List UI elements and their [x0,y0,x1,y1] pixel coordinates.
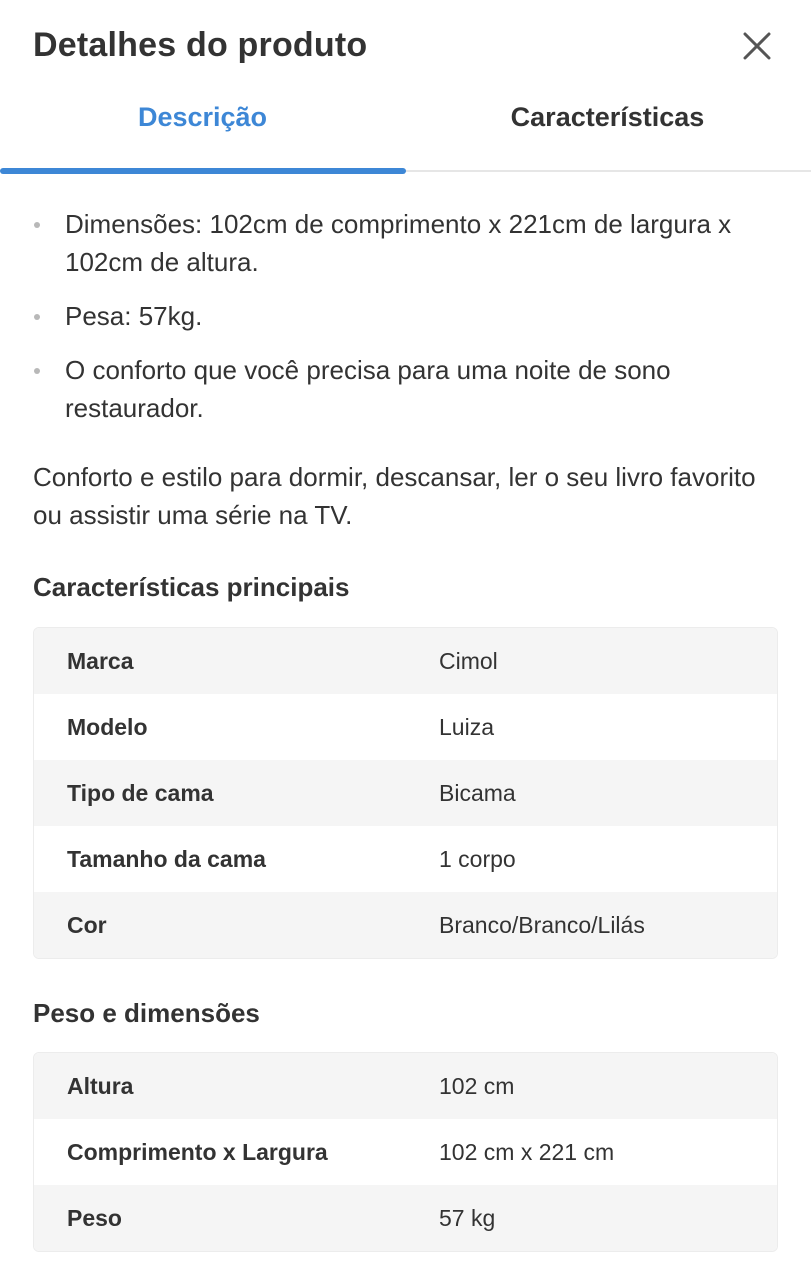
spec-label: Tipo de cama [67,779,214,806]
bullet-text: Pesa: 57kg. [65,301,203,331]
bullet-text: Dimensões: 102cm de comprimento x 221cm de largura x 102cm de altura. [65,209,732,277]
close-button[interactable] [733,24,781,72]
description-bullets [33,205,778,443]
spec-label: Cor [67,911,107,938]
list-item [33,297,778,335]
list-item [33,351,778,427]
bullet-dot-icon [34,368,40,374]
close-icon [733,24,781,72]
main-features-table [33,627,778,959]
bullet-dot-icon [34,314,40,320]
table-row [34,628,777,694]
spec-value: 57 kg [439,1204,496,1231]
table-row [34,1119,777,1185]
spec-label: Altura [67,1072,134,1099]
spec-value: Branco/Branco/Lilás [439,911,645,938]
spec-label: Comprimento x Largura [67,1138,328,1165]
main-features-title: Características principais [33,572,350,602]
spec-value: Cimol [439,647,498,674]
table-row [34,1053,777,1119]
tab-caracteristicas[interactable]: Características [510,102,705,132]
active-tab-indicator [0,168,406,174]
description-paragraph: Conforto e estilo para dormir, descansar, ler o seu livro favorito ou assistir uma série na TV. [33,462,756,530]
spec-value: 1 corpo [439,845,516,872]
weight-dimensions-table [33,1052,778,1252]
table-row [34,694,777,760]
weight-dimensions-title: Peso e dimensões [33,998,260,1028]
tab-descricao[interactable]: Descrição [137,102,268,132]
bullet-text: O conforto que você precisa para uma noite de sono restaurador. [65,355,671,423]
tab-bar [0,95,811,175]
table-row [34,826,777,892]
spec-label: Peso [67,1204,122,1231]
spec-label: Tamanho da cama [67,845,266,872]
spec-label: Marca [67,647,134,674]
table-row [34,892,777,958]
modal-header [0,0,811,95]
spec-value: Bicama [439,779,516,806]
list-item [33,205,778,281]
spec-value: 102 cm x 221 cm [439,1138,615,1165]
spec-label: Modelo [67,713,148,740]
page-title: Detalhes do produto [33,26,368,64]
table-row [34,1185,777,1251]
spec-value: Luiza [439,713,494,740]
bullet-dot-icon [34,222,40,228]
table-row [34,760,777,826]
spec-value: 102 cm [439,1072,515,1099]
